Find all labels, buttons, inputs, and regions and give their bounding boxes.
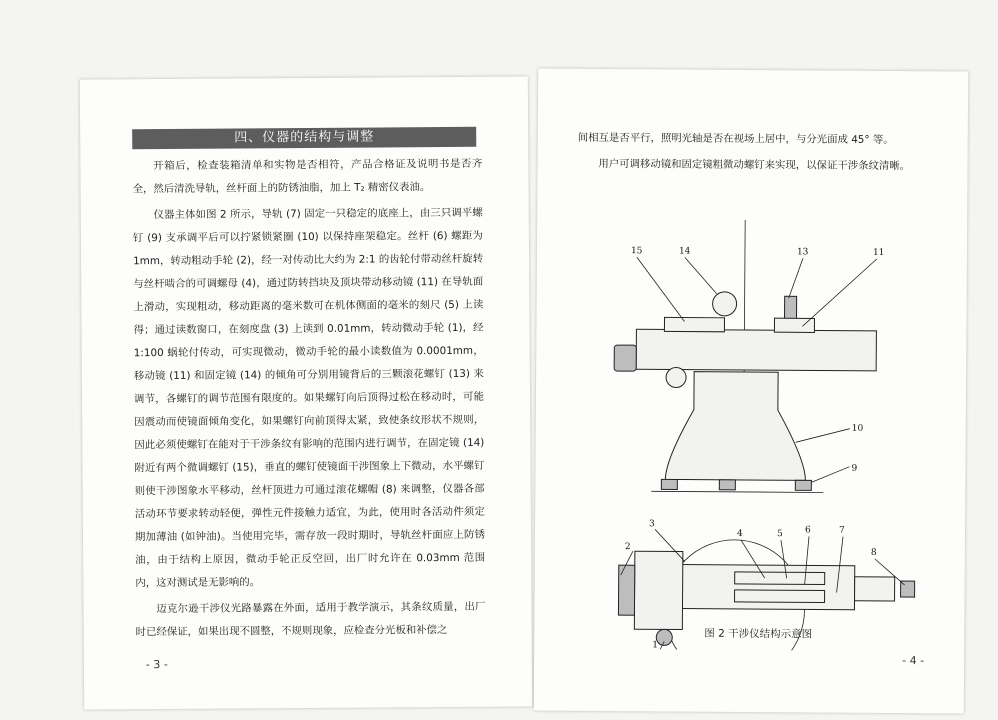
callout-13: 13 <box>796 247 809 258</box>
side-view <box>613 219 877 493</box>
callout-3: 3 <box>649 519 655 530</box>
callout-2: 2 <box>624 542 631 553</box>
callout-5: 5 <box>776 529 783 540</box>
paragraph-3: 迈克尔逊干涉仪光路暴露在外面，适用于教学演示，其条纹质量，出厂时已经保证，如果出现不圆整，不规则现象，应检查分光板和补偿之 <box>135 600 486 639</box>
right-line-2: 用户可调移动镜和固定镜粗微动螺钉来实现，以保证干涉条纹清晰。 <box>598 157 911 173</box>
left-page-number: - 3 - <box>145 657 168 672</box>
callout-15: 15 <box>630 246 643 257</box>
callout-10: 10 <box>851 423 864 434</box>
right-page <box>534 69 968 714</box>
right-page-number: - 4 - <box>902 654 925 668</box>
callout-4: 4 <box>736 528 743 539</box>
right-line-1: 间相互是否平行，照明光轴是否在视场上居中，与分光面成 45° 等。 <box>577 131 894 146</box>
left-body-text <box>132 153 485 644</box>
right-body-text <box>577 125 937 180</box>
section-title: 四、仪器的结构与调整 <box>132 127 476 149</box>
callout-9: 9 <box>851 463 858 474</box>
callout-7: 7 <box>838 525 845 536</box>
paragraph-2: 仪器主体如图 2 所示，导轨 (7) 固定一只稳定的底座上，由三只调平螺钉 (9) 支承调平后可以拧紧锁紧圈 (10) 以保持座架稳定。丝杆 (6) 螺距为 1mm，转动粗动手轮 (2)，经一对传动比大约为 2:1 的齿轮付带动丝杆旋转与丝杆啮合的可调螺母 (4)，通过防转挡块及顶块带动移动镜 (11) 在导轨面上滑动，实现粗动，移动距离的毫米数可在机体侧面的毫米的刻尺 (5) 上读得；通过读数窗口，在刻度盘 (3) 上读到 0.01mm，转动微动手轮 (1)，经 1:100 蜗轮付传动，可实现微动，微动手轮的最小读数值为 0.0001mm，移动镜 (11) 和固定镜 (14) 的倾角可分别用镜背后的三颗滚花螺钉 (13) 来调节，各螺钉的调节范围有限度的。如果螺钉向后顶得过松在移动时，可能因震动而使镜面倾角变化，如果螺钉向前顶得太紧，致使条纹形状不规则，因此必须使螺钉在能对于干涉条纹有影响的范围内进行调节，在固定镜 (14) 附近有两个微调螺钉 (15)，垂直的螺钉使镜面干涉图象上下微动，水平螺钉则使干涉图象水平移动，丝杆顶进力可通过滚花螺帽 (8) 来调整，仪器各部活动环节要求转动轻便，弹性元件接触力适宜，为此，使用时各活动件须定期加薄油 (如钟油)。当使用完毕，需存放一段时期时，导轨丝杆面应上防锈油，由于结构上原因，微动手轮正反空回，出厂时允许在 0.03mm 范围内，这对测试是无影响的。 <box>132 206 486 590</box>
interferometer-diagram <box>564 179 947 652</box>
callout-8: 8 <box>870 547 877 558</box>
callout-11: 11 <box>872 247 885 258</box>
paragraph-1: 开箱后，检查装箱清单和实物是否相符，产品合格证及说明书是否齐全，然后清洗导轨，丝杆面上的防锈油脂，加上 T₂ 精密仪表油。 <box>132 157 483 196</box>
callout-6: 6 <box>804 525 811 536</box>
callout-14: 14 <box>678 246 691 257</box>
figure-caption: 图 2 干涉仪结构示意图 <box>704 627 813 641</box>
left-page <box>80 76 532 709</box>
callout-1: 1 <box>652 640 658 651</box>
